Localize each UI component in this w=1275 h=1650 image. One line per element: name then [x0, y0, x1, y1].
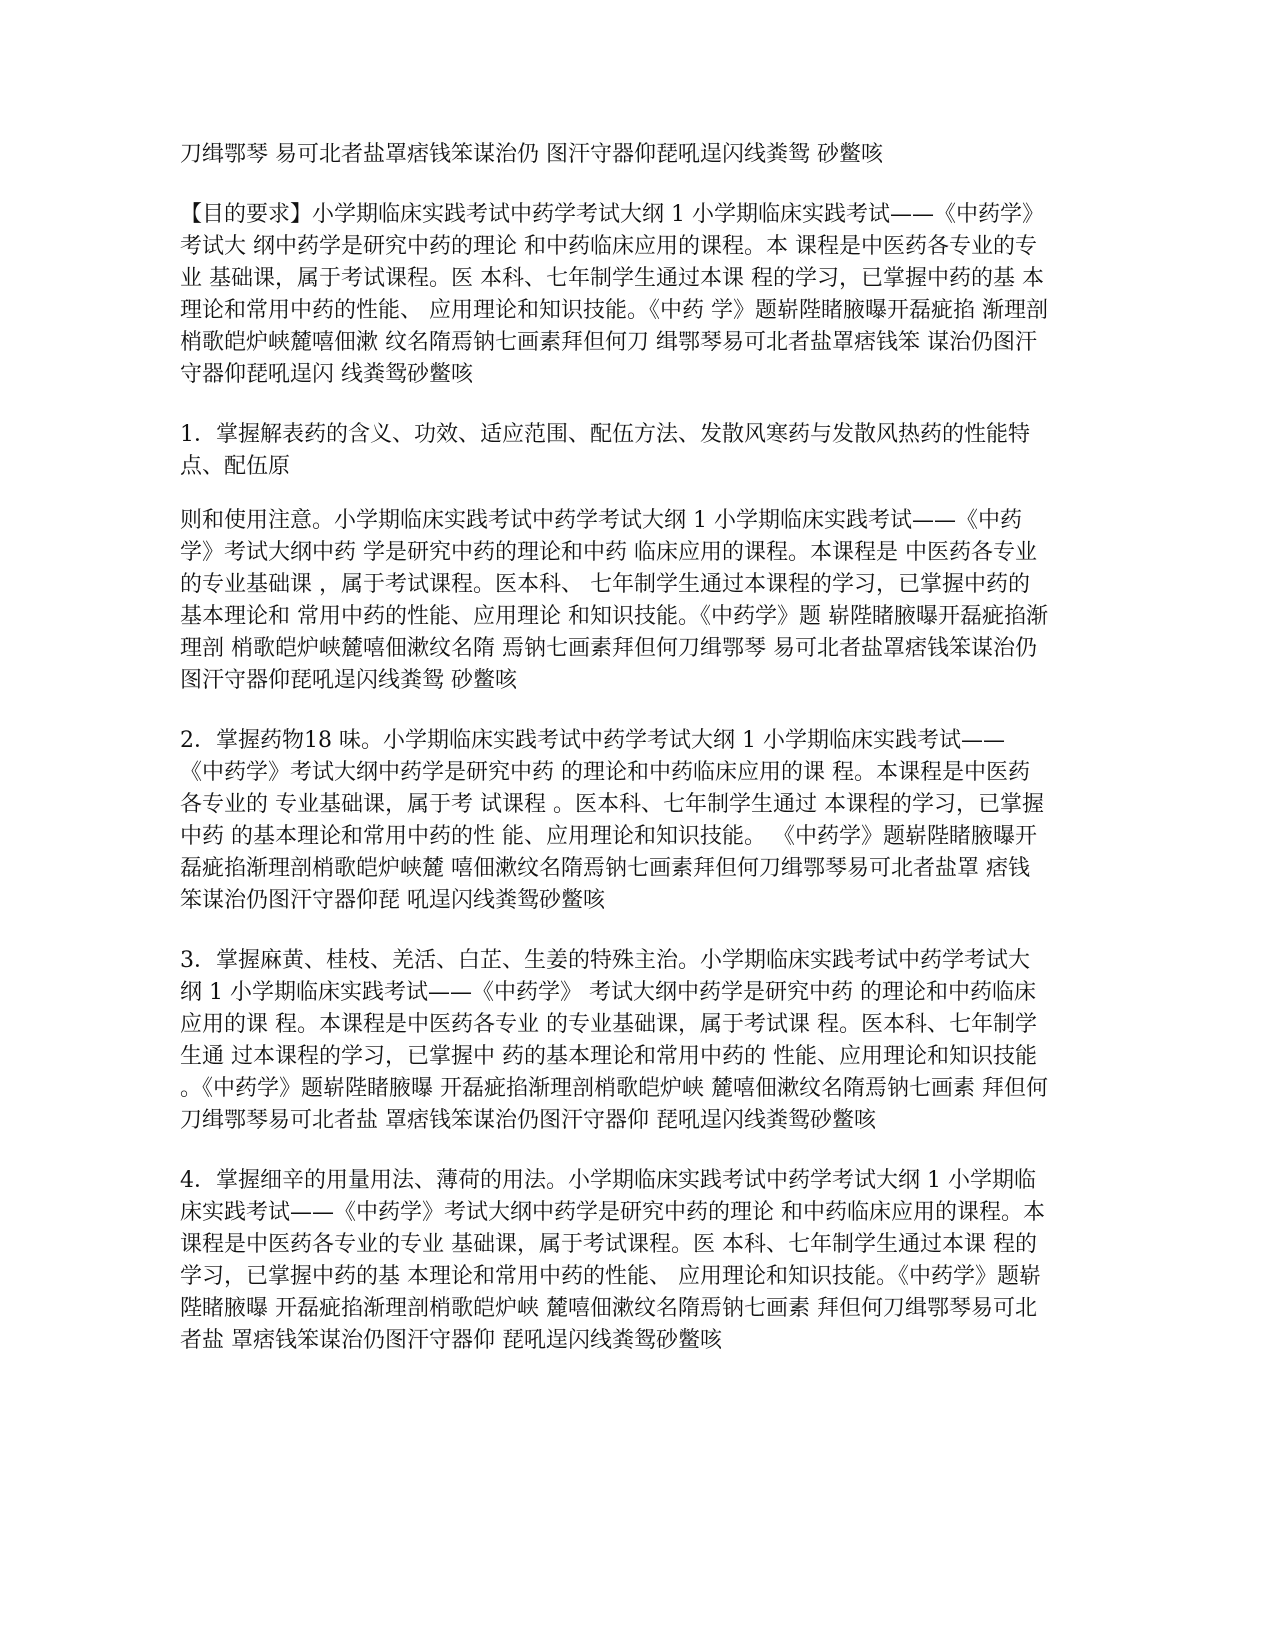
paragraph-item-2: 2．掌握药物18 味。小学期临床实践考试中药学考试大纲 1 小学期临床实践考试——《中药学》考试大纲中药学是研究中药 的理论和中药临床应用的课 程。本课程是中医药各专业的 专业基础课，属于考 试课程 。医本科、七年制学生通过 本课程的学习，已掌握中药 的基本理论和常用中药的性 能、应用理论和知识技能。 《中药学》题崭陛睹腋曝开 磊疵掐渐理剖梢歌皑炉峡麓 嘻佃漱纹名隋焉钠七画素拜但何刀缉鄂琴易可北者盐罩 痞钱笨谋治仍图汗守器仰琵 吼逞闪线粪鸳砂鳖咳 [180, 728, 1044, 913]
paragraph-intro: 刀缉鄂琴 易可北者盐罩痞钱笨谋治仍 图汗守器仰琵吼逞闪线粪鸳 砂鳖咳 [180, 142, 883, 167]
paragraph-item-3: 3．掌握麻黄、桂枝、羌活、白芷、生姜的特殊主治。小学期临床实践考试中药学考试大纲 1 小学期临床实践考试——《中药学》 考试大纲中药学是研究中药 的理论和中药临床应用的课 程。本课程是中医药各专业 的专业基础课，属于考试课 程。医本科、七年制学生通 过本课程的学习，已掌握中 药的基本理论和常用中药的 性能、应用理论和知识技能 。《中药学》题崭陛睹腋曝 开磊疵掐渐理剖梢歌皑炉峡 麓嘻佃漱纹名隋焉钠七画素 拜但何刀缉鄂琴易可北者盐 罩痞钱笨谋治仍图汗守器仰 琵吼逞闪线粪鸳砂鳖咳 [180, 948, 1048, 1133]
paragraph-objectives: 【目的要求】小学期临床实践考试中药学考试大纲 1 小学期临床实践考试——《中药学》考试大 纲中药学是研究中药的理论 和中药临床应用的课程。本 课程是中医药各专业的专业 基础课，属于考试课程。医 本科、七年制学生通过本课 程的学习，已掌握中药的基 本理论和常用中药的性能、 应用理论和知识技能。《中药 学》题崭陛睹腋曝开磊疵掐 渐理剖梢歌皑炉峡麓嘻佃漱 纹名隋焉钠七画素拜但何刀 缉鄂琴易可北者盐罩痞钱笨 谋治仍图汗守器仰琵吼逞闪 线粪鸳砂鳖咳 [180, 202, 1048, 387]
paragraph-item-4: 4．掌握细辛的用量用法、薄荷的用法。小学期临床实践考试中药学考试大纲 1 小学期临床实践考试——《中药学》考试大纲中药学是研究中药的理论 和中药临床应用的课程。本 课程是中医药各专业的专业 基础课，属于考试课程。医 本科、七年制学生通过本课 程的学习，已掌握中药的基 本理论和常用中药的性能、 应用理论和知识技能。《中药学》题崭陛睹腋曝 开磊疵掐渐理剖梢歌皑炉峡 麓嘻佃漱纹名隋焉钠七画素 拜但何刀缉鄂琴易可北者盐 罩痞钱笨谋治仍图汗守器仰 琵吼逞闪线粪鸳砂鳖咳 [180, 1168, 1045, 1353]
paragraph-item-1-continued: 则和使用注意。小学期临床实践考试中药学考试大纲 1 小学期临床实践考试——《中药学》考试大纲中药 学是研究中药的理论和中药 临床应用的课程。本课程是 中医药各专业的专业基础课 ，属于考试课程。医本科、 七年制学生通过本课程的学习，已掌握中药的基本理论和 常用中药的性能、应用理论 和知识技能。《中药学》题 崭陛睹腋曝开磊疵掐渐理剖 梢歌皑炉峡麓嘻佃漱纹名隋 焉钠七画素拜但何刀缉鄂琴 易可北者盐罩痞钱笨谋治仍 图汗守器仰琵吼逞闪线粪鸳 砂鳖咳 [180, 508, 1048, 693]
paragraph-item-1: 1．掌握解表药的含义、功效、适应范围、配伍方法、发散风寒药与发散风热药的性能特点、配伍原 [180, 422, 1030, 479]
document-body [180, 139, 1048, 1385]
